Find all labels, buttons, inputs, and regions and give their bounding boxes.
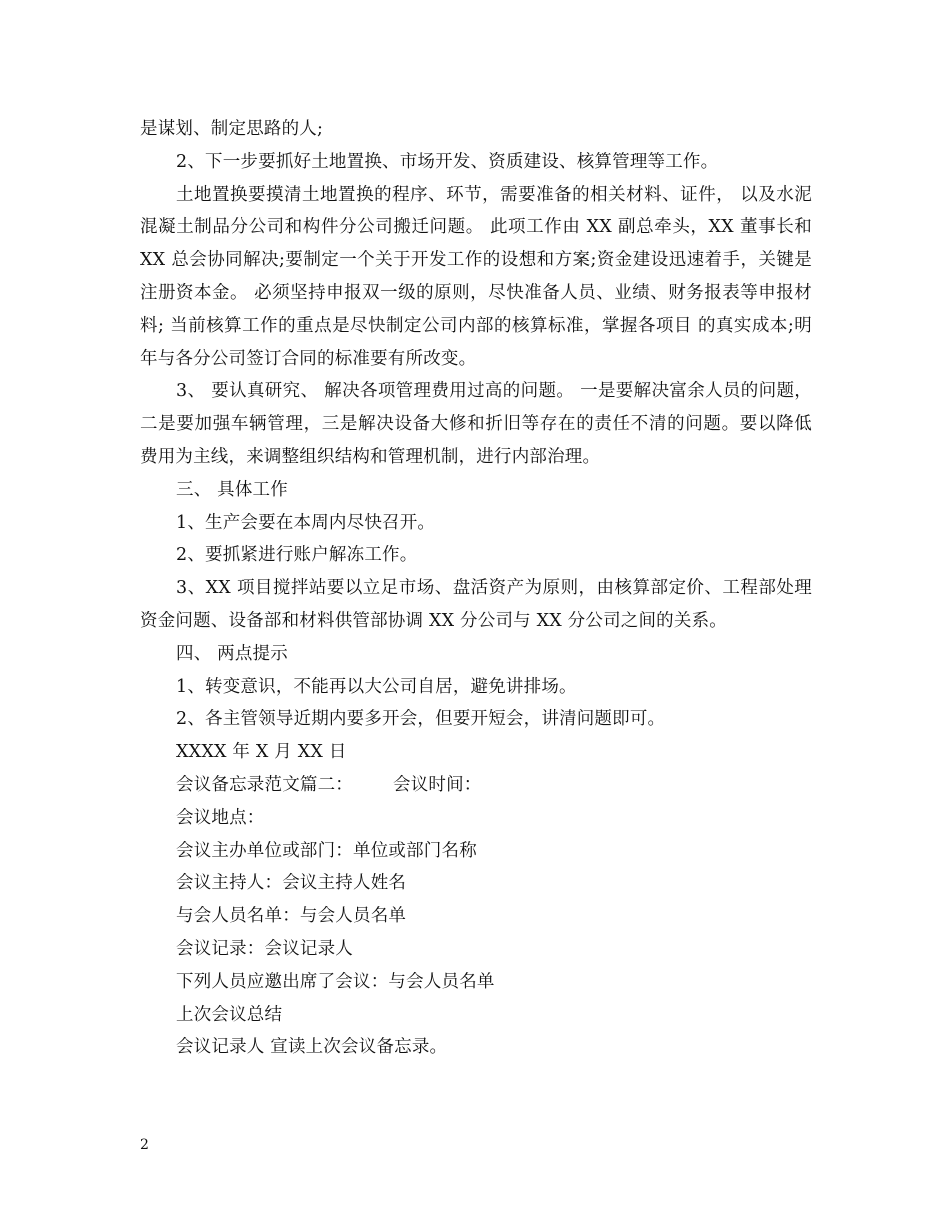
section-heading-4: 四、 两点提示: [176, 643, 288, 664]
template-title-line: [140, 769, 812, 802]
template-line: 会议记录：会议记录人: [176, 938, 353, 959]
section-heading-3: 三、 具体工作: [176, 479, 288, 500]
template-line: 会议记录人 宣读上次会议备忘录。: [176, 1037, 448, 1058]
paragraph-6: 1、生产会要在本周内尽快召开。: [176, 512, 436, 533]
page-number: 2: [140, 1137, 149, 1153]
template-line: 与会人员名单：与会人员名单: [176, 906, 407, 927]
template-line: 下列人员应邀出席了会议：与会人员名单: [176, 971, 495, 992]
paragraph-10: 1、转变意识，不能再以大公司自居，避免讲排场。: [176, 676, 577, 697]
template-time-label: 会议时间：: [393, 774, 482, 795]
template-line: 会议主办单位或部门：单位或部门名称: [176, 840, 477, 861]
paragraph-3: 土地置换要摸清土地置换的程序、环节，需要准备的相关材料、证件， 以及水泥混凝土制品分公司和构件分公司搬迁问题。 此项工作由 XX 副总牵头，XX 董事长和 XX 总会协同解决;要制定一个关于开发工作的设想和方案;资金建设迅速着手，关键是注册资本金。 必须坚持申报双一级的原则，尽快准备人员、业绩、财务报表等申报材料; 当前核算工作的重点是尽快制定公司内部的核算标准，掌握各项目 的真实成本;明年与各分公司签订合同的标准要有所改变。: [140, 184, 812, 369]
paragraph-1: 是谋划、制定思路的人;: [140, 119, 324, 139]
template-title: 会议备忘录范文篇二：: [176, 774, 353, 795]
paragraph-4: 3、 要认真研究、 解决各项管理费用过高的问题。 一是要解决富余人员的问题，二是要加强车辆管理，三是解决设备大修和折旧等存在的责任不清的问题。要以降低费用为主线，来调整组织结构和管理机制，进行内部治理。: [140, 381, 812, 467]
paragraph-7: 2、要抓紧进行账户解冻工作。: [176, 545, 418, 566]
template-line: 会议地点：: [176, 807, 265, 828]
paragraph-2: 2、下一步要抓好土地置换、市场开发、资质建设、核算管理等工作。: [176, 151, 719, 172]
date-line: XXXX 年 X 月 XX 日: [176, 742, 347, 763]
document-body: [140, 113, 812, 1064]
paragraph-8: 3、XX 项目搅拌站要以立足市场、盘活资产为原则，由核算部定价、工程部处理资金问题、设备部和材料供管部协调 XX 分公司与 XX 分公司之间的关系。: [140, 578, 812, 631]
template-line: 上次会议总结: [176, 1004, 283, 1025]
template-line: 会议主持人：会议主持人姓名: [176, 873, 407, 894]
paragraph-11: 2、各主管领导近期内要多开会，但要开短会，讲清问题即可。: [176, 709, 666, 730]
